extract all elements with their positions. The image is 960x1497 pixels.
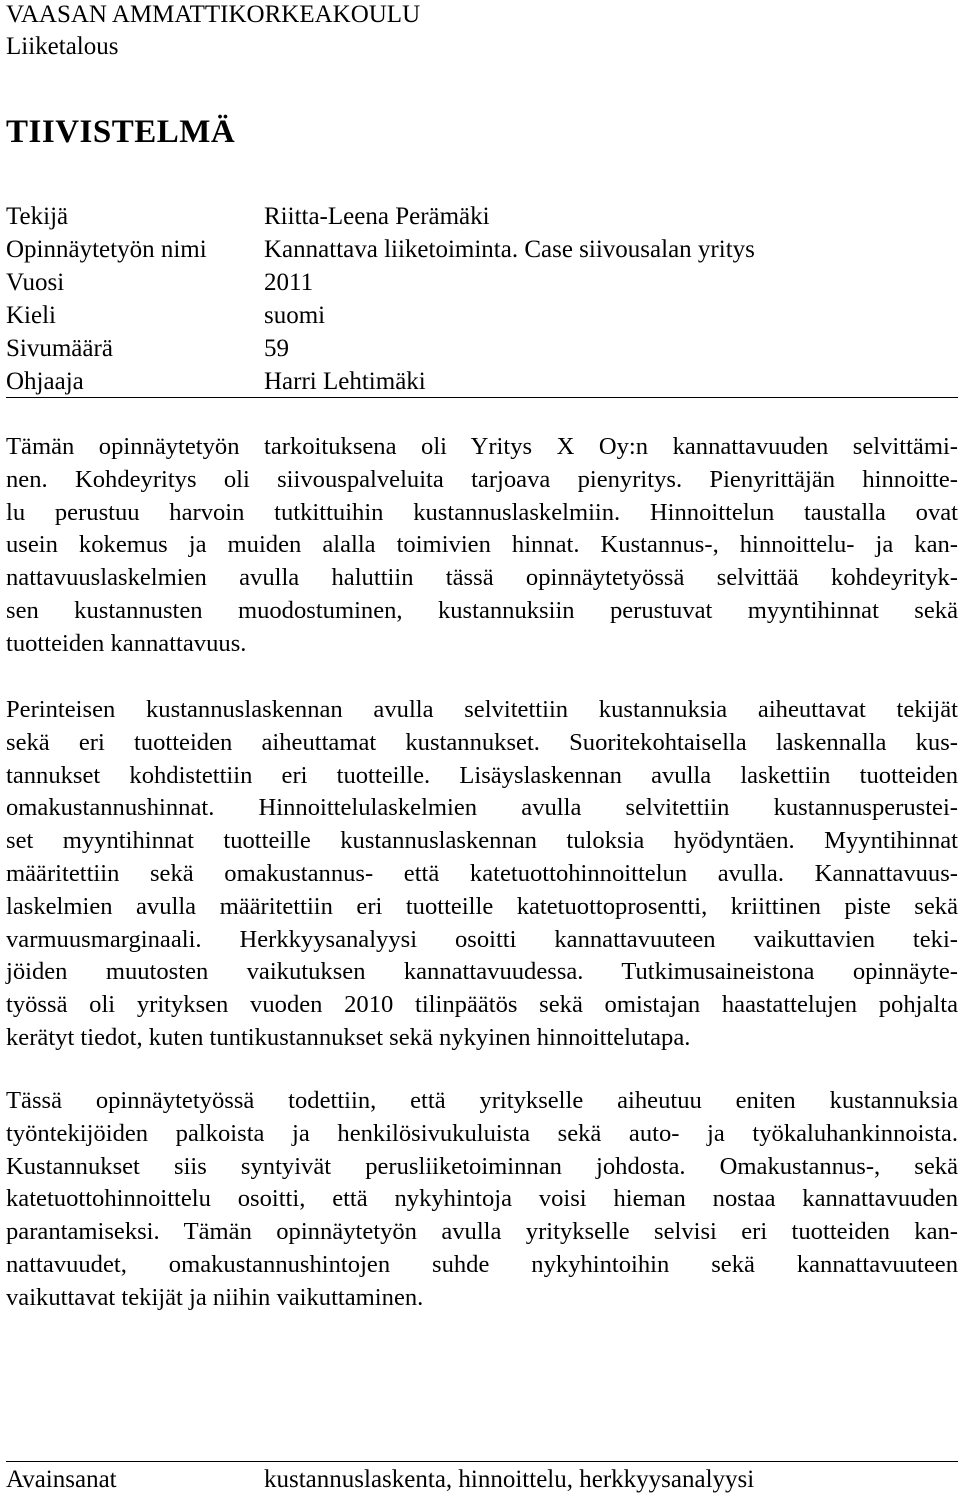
text-line: nattavuudet, omakustannushintojen suhde nykyhintoihin sekä kannattavuuteen (6, 1250, 958, 1278)
meta-label: Tekijä (6, 203, 69, 230)
text-line: työssä oli yrityksen vuoden 2010 tilinpäätös sekä omistajan haastattelujen pohjalta (6, 991, 958, 1019)
text-line: katetuottohinnoittelu osoitti, että nykyhintoja voisi hieman nostaa kannattavuuden (6, 1185, 958, 1213)
meta-row-page-count (6, 332, 958, 365)
text-line: Tässä opinnäytetyössä todettiin, että yritykselle aiheutuu eniten kustannuksia (6, 1087, 958, 1114)
text-line: työntekijöiden palkoista ja henkilösivukuluista sekä auto- ja työkaluhankinnoista. (6, 1119, 958, 1147)
text-line: nattavuuslaskelmien avulla haluttiin tässä opinnäytetyössä selvittää kohdeyrityk- (6, 564, 958, 592)
text-line: lu perustuu harvoin tutkittuihin kustannuslaskelmiin. Hinnoittelun taustalla ovat (6, 498, 958, 526)
divider-top (6, 397, 958, 398)
meta-value: Kannattava liiketoiminta. Case siivousalan yritys (264, 236, 755, 263)
meta-label: Kieli (6, 302, 56, 329)
text-line: parantamiseksi. Tämän opinnäytetyön avulla yritykselle selvisi eri tuotteiden kan- (6, 1218, 958, 1246)
meta-row-supervisor (6, 365, 958, 398)
meta-value: suomi (264, 302, 326, 329)
meta-row-thesis-name (6, 233, 958, 266)
text-line: vaikuttavat tekijät ja niihin vaikuttaminen. (6, 1283, 424, 1311)
divider-bottom (6, 1461, 958, 1462)
keywords-label: Avainsanat (6, 1466, 117, 1493)
keywords-value: kustannuslaskenta, hinnoittelu, herkkyysanalyysi (264, 1466, 755, 1493)
meta-label: Ohjaaja (6, 368, 84, 395)
meta-value: 2011 (264, 269, 314, 296)
meta-label: Vuosi (6, 269, 65, 296)
meta-value: Harri Lehtimäki (264, 368, 426, 395)
abstract-paragraph-1 (6, 431, 958, 661)
text-line: Tämän opinnäytetyön tarkoituksena oli Yritys X Oy:n kannattavuuden selvittämi- (6, 433, 958, 460)
abstract-paragraph-2 (6, 694, 958, 1055)
university-name: VAASAN AMMATTIKORKEAKOULU (6, 1, 421, 28)
meta-row-year (6, 266, 958, 299)
text-line: tuotteiden kannattavuus. (6, 629, 247, 657)
meta-row-language (6, 299, 958, 332)
text-line: kerätyt tiedot, kuten tuntikustannukset sekä nykyinen hinnoittelutapa. (6, 1023, 691, 1051)
meta-value: 59 (264, 335, 289, 362)
text-line: nen. Kohdeyritys oli siivouspalveluita tarjoava pienyritys. Pienyrittäjän hinnoitte- (6, 465, 958, 493)
abstract-paragraph-3 (6, 1085, 958, 1315)
department-name: Liiketalous (6, 33, 119, 60)
text-line: omakustannushinnat. Hinnoittelulaskelmien avulla selvitettiin kustannusperustei- (6, 794, 958, 822)
page-title: TIIVISTELMÄ (6, 114, 236, 150)
text-line: sen kustannusten muodostuminen, kustannuksiin perustuvat myyntihinnat sekä (6, 596, 958, 624)
text-line: jöiden muutosten vaikutuksen kannattavuudessa. Tutkimusaineistona opinnäyte- (6, 958, 958, 986)
text-line: usein kokemus ja muiden alalla toimivien hinnat. Kustannus-, hinnoittelu- ja kan- (6, 531, 958, 559)
text-line: varmuusmarginaali. Herkkyysanalyysi osoitti kannattavuuteen vaikuttavien teki- (6, 925, 958, 953)
text-line: sekä eri tuotteiden aiheuttamat kustannukset. Suoritekohtaisella laskennalla kus- (6, 728, 958, 756)
meta-label: Opinnäytetyön nimi (6, 236, 207, 263)
text-line: tannukset kohdistettiin eri tuotteille. Lisäyslaskennan avulla laskettiin tuotteiden (6, 761, 958, 789)
text-line: laskelmien avulla määritettiin eri tuotteille katetuottoprosentti, kriittinen piste sekä (6, 892, 958, 920)
text-line: Perinteisen kustannuslaskennan avulla selvitettiin kustannuksia aiheuttavat tekijät (6, 696, 958, 723)
meta-value: Riitta-Leena Perämäki (264, 203, 490, 230)
text-line: määritettiin sekä omakustannus- että katetuottohinnoittelun avulla. Kannattavuus- (6, 859, 958, 887)
text-line: set myyntihinnat tuotteille kustannuslaskennan tuloksia hyödyntäen. Myyntihinnat (6, 827, 958, 855)
meta-row-author (6, 200, 958, 233)
meta-label: Sivumäärä (6, 335, 113, 362)
text-line: Kustannukset siis syntyivät perusliiketoiminnan johdosta. Omakustannus-, sekä (6, 1152, 958, 1180)
